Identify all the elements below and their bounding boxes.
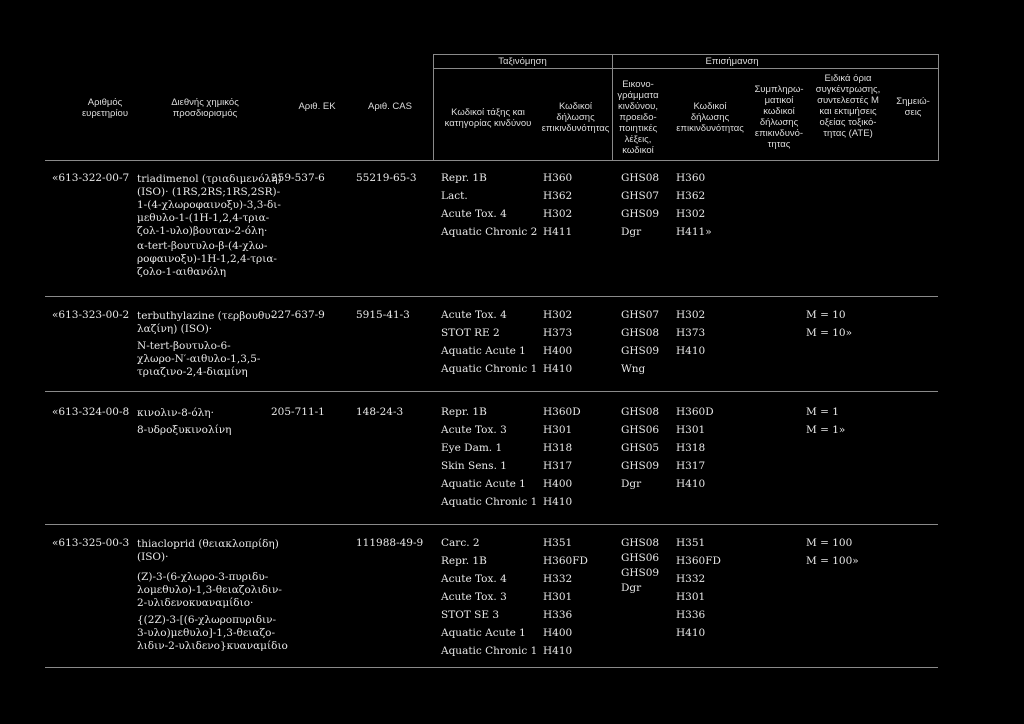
cas-number: 5915-41-3 [356, 309, 410, 321]
header-col-class-hazard: Κωδικοί δήλωσης επικινδυνότητας [541, 101, 610, 134]
pictogram-codes: GHS08 GHS06 GHS09 Dgr [621, 537, 660, 594]
cas-number: 111988-49-9 [356, 537, 424, 549]
header-col-index: Αριθμός ευρετηρίου [81, 97, 129, 119]
index-number: «613-324-00-8 [52, 406, 130, 418]
chemical-name: triadimenol (τριαδιμενόλη) (ISO)· (1RS,2RS;1RS,2SR)- 1-(4-χλωροφαινοξυ)-3,3-δι- μεθυλο-1-(1H-1,2,4-τρια- ζολ-1-υλο)βουταν-2-όλη· [137, 173, 282, 237]
header-col-chemical: Διεθνής χημικός προσδιορισμός [171, 97, 239, 119]
hazard-statement-codes: H360D H301 H318 H317 H400 H410 [543, 406, 581, 508]
chemical-name-alt: N-tert-βουτυλο-6- χλωρο-N′-αιθυλο-1,3,5- τριαζινο-2,4-διαμίνη [137, 340, 261, 378]
m-factor: M = 10 M = 10» [806, 309, 853, 339]
header-col-supplementary: Συμπληρω- ματικοί κωδικοί δήλωσης επικινδυνό- τητας [754, 84, 804, 150]
hazard-statement-codes: H351 H360FD H332 H301 H336 H400 H410 [543, 537, 588, 657]
chemical-name: κινολιν-8-όλη· [137, 407, 214, 419]
index-number: «613-323-00-2 [52, 309, 130, 321]
index-number: «613-322-00-7 [52, 172, 130, 184]
hazard-class-codes: Acute Tox. 4 STOT RE 2 Aquatic Acute 1 Aquatic Chronic 1 [441, 309, 538, 375]
header-col-label-hazard: Κωδικοί δήλωσης επικινδυνότητας [676, 101, 744, 134]
header-divider-left [433, 54, 434, 161]
hazard-statement-codes: H360 H362 H302 H411 [543, 172, 573, 238]
header-bottom-rule [45, 160, 938, 161]
chemical-name: thiacloprid (θειακλοπρίδη) (ISO)· [137, 538, 279, 563]
header-col-cas: Αριθ. CAS [368, 101, 412, 112]
cas-number: 148-24-3 [356, 406, 404, 418]
header-divider-right [938, 54, 939, 161]
header-col-class-codes: Κωδικοί τάξης και κατηγορίας κινδύνου [444, 107, 532, 129]
m-factor: M = 100 M = 100» [806, 537, 859, 567]
row-separator [45, 524, 938, 525]
pictogram-codes: GHS07 GHS08 GHS09 Wng [621, 309, 660, 375]
header-col-ec: Αριθ. ΕΚ [298, 101, 336, 112]
m-factor: M = 1 M = 1» [806, 406, 846, 436]
header-top-rule [433, 54, 938, 55]
row-separator [45, 667, 938, 668]
chemical-name-alt: α-tert-βουτυλο-β-(4-χλω- ροφαινοξυ)-1H-1,2,4-τρια- ζολο-1-αιθανόλη [137, 240, 277, 278]
header-group-rule [433, 68, 938, 69]
cas-number: 55219-65-3 [356, 172, 417, 184]
ec-number: 259-537-6 [271, 172, 325, 184]
ec-number: 227-637-9 [271, 309, 325, 321]
ec-number: 205-711-1 [271, 406, 325, 418]
chemical-name-alt: (Z)-3-(6-χλωρο-3-πυριδυ- λομεθυλο)-1,3-θειαζολιδιν- 2-υλιδενοκυαναμίδιο· [137, 571, 282, 609]
header-group-labelling: Επισήμανση [705, 56, 759, 67]
hazard-class-codes: Repr. 1B Lact. Acute Tox. 4 Aquatic Chronic 2 [441, 172, 538, 238]
header-col-scl: Ειδικά όρια συγκέντρωσης, συντελεστές Μ και εκτιμήσεις οξείας τοξικό- τητας (ATE) [815, 73, 881, 139]
row-separator [45, 391, 938, 392]
index-number: «613-325-00-3 [52, 537, 130, 549]
header-col-pictograms: Εικονο- γράμματα κινδύνου, προειδο- ποιητικές λέξεις, κωδικοί [617, 79, 659, 156]
chemical-name: terbuthylazine (τερβουθυ- λαζίνη) (ISO)· [137, 310, 275, 335]
header-col-notes: Σημειώ- σεις [896, 96, 930, 118]
chemical-name-alt: 8-υδροξυκινολίνη [137, 424, 232, 436]
hazard-class-codes: Repr. 1B Acute Tox. 3 Eye Dam. 1 Skin Sens. 1 Aquatic Acute 1 Aquatic Chronic 1 [441, 406, 538, 508]
label-hazard-codes: H302 H373 H410 [676, 309, 706, 357]
pictogram-codes: GHS08 GHS06 GHS05 GHS09 Dgr [621, 406, 660, 490]
hazard-statement-codes: H302 H373 H400 H410 [543, 309, 573, 375]
label-hazard-codes: H360D H301 H318 H317 H410 [676, 406, 714, 490]
header-group-classification: Ταξινόμηση [498, 56, 547, 67]
pictogram-codes: GHS08 GHS07 GHS09 Dgr [621, 172, 660, 238]
label-hazard-codes: H360 H362 H302 H411» [676, 172, 712, 238]
chemical-name-alt2: {(2Z)-3-[(6-χλωροπυριδιν- 3-υλο)μεθυλο]-1,3-θειαζο- λιδιν-2-υλιδενο}κυαναμίδιο [137, 614, 288, 652]
hazard-class-codes: Carc. 2 Repr. 1B Acute Tox. 4 Acute Tox. 3 STOT SE 3 Aquatic Acute 1 Aquatic Chronic 1 [441, 537, 538, 657]
label-hazard-codes: H351 H360FD H332 H301 H336 H410 [676, 537, 721, 639]
row-separator [45, 296, 938, 297]
